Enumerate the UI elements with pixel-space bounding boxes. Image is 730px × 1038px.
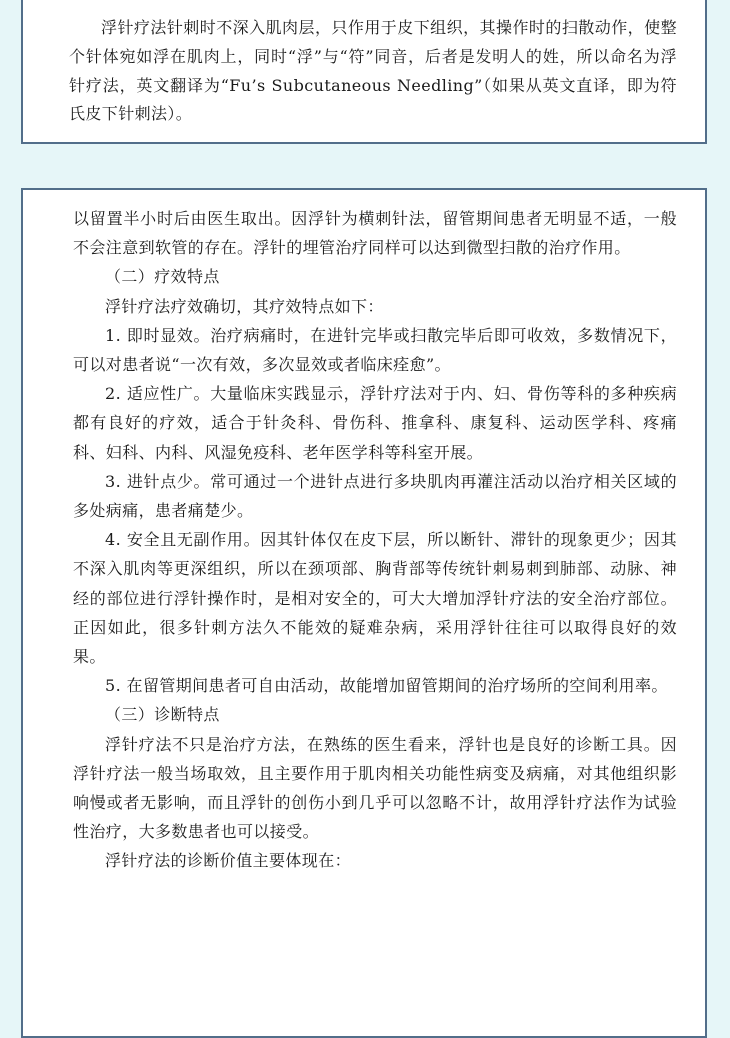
- efficacy-item-2: 2. 适应性广。大量临床实践显示，浮针疗法对于内、妇、骨伤等科的多种疾病都有良好的疗效，适合于针灸科、骨伤科、推拿科、康复科、运动医学科、疼痛科、妇科、内科、风湿免疫科、老年医学科等科室开展。: [73, 384, 677, 462]
- top-text-card: [21, 0, 707, 144]
- main-text-card: [21, 188, 707, 1038]
- efficacy-lead: 浮针疗法疗效确切，其疗效特点如下：: [105, 296, 384, 316]
- efficacy-item-5: 5. 在留管期间患者可自由活动，故能增加留管期间的治疗场所的空间利用率。: [105, 676, 668, 696]
- efficacy-item-4: 4. 安全且无副作用。因其针体仅在皮下层，所以断针、滞针的现象更少；因其不深入肌肉等更深组织，所以在颈项部、胸背部等传统针刺易刺到肺部、动脉、神经的部位进行浮针操作时，是相对安全的，可大大增加浮针疗法的安全治疗部位。正因如此，很多针刺方法久不能效的疑难杂病，采用浮针往往可以取得良好的效果。: [73, 530, 677, 667]
- diagnosis-paragraph: 浮针疗法不只是治疗方法，在熟练的医生看来，浮针也是良好的诊断工具。因浮针疗法一般当场取效，且主要作用于肌肉相关功能性病变及病痛，对其他组织影响慢或者无影响，而且浮针的创伤小到几乎可以忽略不计，故用浮针疗法作为试验性治疗，大多数患者也可以接受。: [73, 734, 677, 842]
- diagnosis-lead: 浮针疗法的诊断价值主要体现在：: [105, 851, 352, 871]
- efficacy-item-3: 3. 进针点少。常可通过一个进针点进行多块肌肉再灌注活动以治疗相关区域的多处病痛，患者痛楚少。: [73, 471, 677, 521]
- continued-paragraph: 以留置半小时后由医生取出。因浮针为横刺针法，留管期间患者无明显不适，一般不会注意到软管的存在。浮针的埋管治疗同样可以达到微型扫散的治疗作用。: [73, 209, 677, 258]
- efficacy-item-1: 1. 即时显效。治疗病痛时，在进针完毕或扫散完毕后即可收效，多数情况下，可以对患者说“一次有效，多次显效或者临床痊愈”。: [73, 325, 677, 375]
- efficacy-heading: （二）疗效特点: [105, 267, 220, 287]
- naming-paragraph: 浮针疗法针刺时不深入肌肉层，只作用于皮下组织，其操作时的扫散动作，使整个针体宛如浮在肌肉上，同时“浮”与“符”同音，后者是发明人的姓，所以命名为浮针疗法，英文翻译为“Fu’s Subcutaneous Needling”（如果从英文直译，即为符氏皮下针刺法）。: [69, 18, 677, 124]
- diagnosis-heading: （三）诊断特点: [105, 705, 220, 725]
